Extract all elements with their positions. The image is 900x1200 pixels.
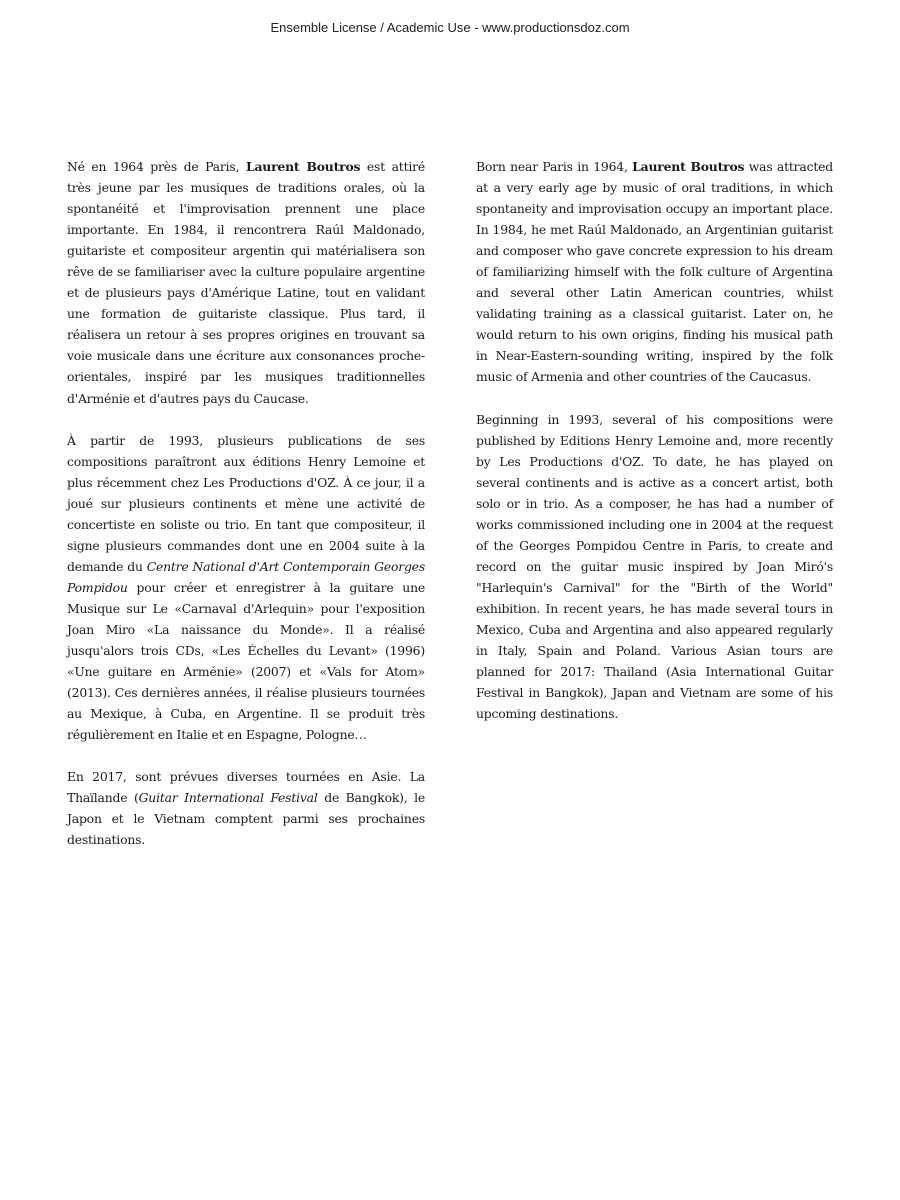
french-p2-intro: À partir de 1993, plusieurs publications de ses compositions paraîtront aux éditions Henry Lemoine et plus récemment chez Les Productions d'OZ. À ce jour, il a joué sur plusieurs continents et mène une activité de concertiste en soliste ou trio. En tant que compositeur, il signe plusieurs commandes dont une en 2004 suite à la demande du bbox=[67, 432, 425, 574]
french-paragraph-2 bbox=[67, 430, 425, 746]
french-paragraph-3 bbox=[67, 766, 425, 850]
english-p1-intro: Born near Paris in 1964, bbox=[476, 159, 633, 174]
english-p1-artist-name: Laurent Boutros bbox=[632, 159, 745, 174]
french-paragraph-1 bbox=[67, 156, 425, 409]
french-p3-italic-festival: Guitar International Festival bbox=[138, 790, 318, 806]
french-p2-italic-centre: Centre National d'Art Contemporain Georges Pompidou bbox=[67, 558, 425, 595]
french-p1-body: est attiré très jeune par les musiques de traditions orales, où la spontanéité et l'improvisation prennent une place importante. En 1984, il rencontrera Raúl Maldonado, guitariste et compositeur argentin qui matérialisera son rêve de se familiariser avec la culture populaire argentine et de plusieurs pays d'Amérique Latine, tout en validant une formation de guitariste classique. Plus tard, il réalisera un retour à ses propres origines en trouvant sa voie musicale dans une écriture aux consonances proche-orientales, inspiré par les musiques traditionnelles d'Arménie et d'autres pays du Caucase. bbox=[67, 159, 425, 406]
english-paragraph-1 bbox=[476, 156, 833, 388]
english-biography-column bbox=[476, 156, 833, 745]
french-p3-intro: En 2017, sont prévues diverses tournées en Asie. La Thaïlande ( bbox=[67, 769, 425, 806]
french-p1-intro: Né en 1964 près de Paris, bbox=[67, 159, 246, 174]
english-paragraph-2: Beginning in 1993, several of his compositions were published by Editions Henry Lemoine and, more recently by Les Productions d'OZ. To date, he has played on several continents and is active as a concert artist, both solo or in trio. As a composer, he has had a number of works commissioned including one in 2004 at the request of the Georges Pompidou Centre in Paris, to create and record on the guitar music inspired by Joan Miró's "Harlequin's Carnival" for the "Birth of the World" exhibition. In recent years, he has made several tours in Mexico, Cuba and Argentina and also appeared regularly in Italy, Spain and Poland. Various Asian tours are planned for 2017: Thailand (Asia International Guitar Festival in Bangkok), Japan and Vietnam are some of his upcoming destinations. bbox=[476, 411, 833, 722]
french-p3-body: de Bangkok), le Japon et le Vietnam comptent parmi ses prochaines destinations. bbox=[67, 790, 425, 848]
english-p1-body: was attracted at a very early age by music of oral traditions, in which spontaneity and improvisation occupy an important place. In 1984, he met Raúl Maldonado, an Argentinian guitarist and composer who gave concrete expression to his dream of familiarizing himself with the folk culture of Argentina and several other Latin American countries, whilst validating training as a classical guitarist. Later on, he would return to his own origins, finding his musical path in Near-Eastern-sounding writing, inspired by the folk music of Armenia and other countries of the Caucasus. bbox=[476, 159, 833, 385]
license-header: Ensemble License / Academic Use - www.productionsdoz.com bbox=[270, 20, 630, 35]
french-p2-body: pour créer et enregistrer à la guitare une Musique sur Le «Carnaval d'Arlequin» pour l'exposition Joan Miro «La naissance du Monde». Il a réalisé jusqu'alors trois CDs, «Les Échelles du Levant» (1996) «Une guitare en Arménie» (2007) et «Vals for Atom» (2013). Ces dernières années, il réalise plusieurs tournées au Mexique, à Cuba, en Argentine. Il se produit très régulièrement en Italie et en Espagne, Pologne… bbox=[67, 579, 425, 743]
french-biography-column bbox=[67, 156, 425, 871]
french-p1-artist-name: Laurent Boutros bbox=[245, 159, 361, 174]
